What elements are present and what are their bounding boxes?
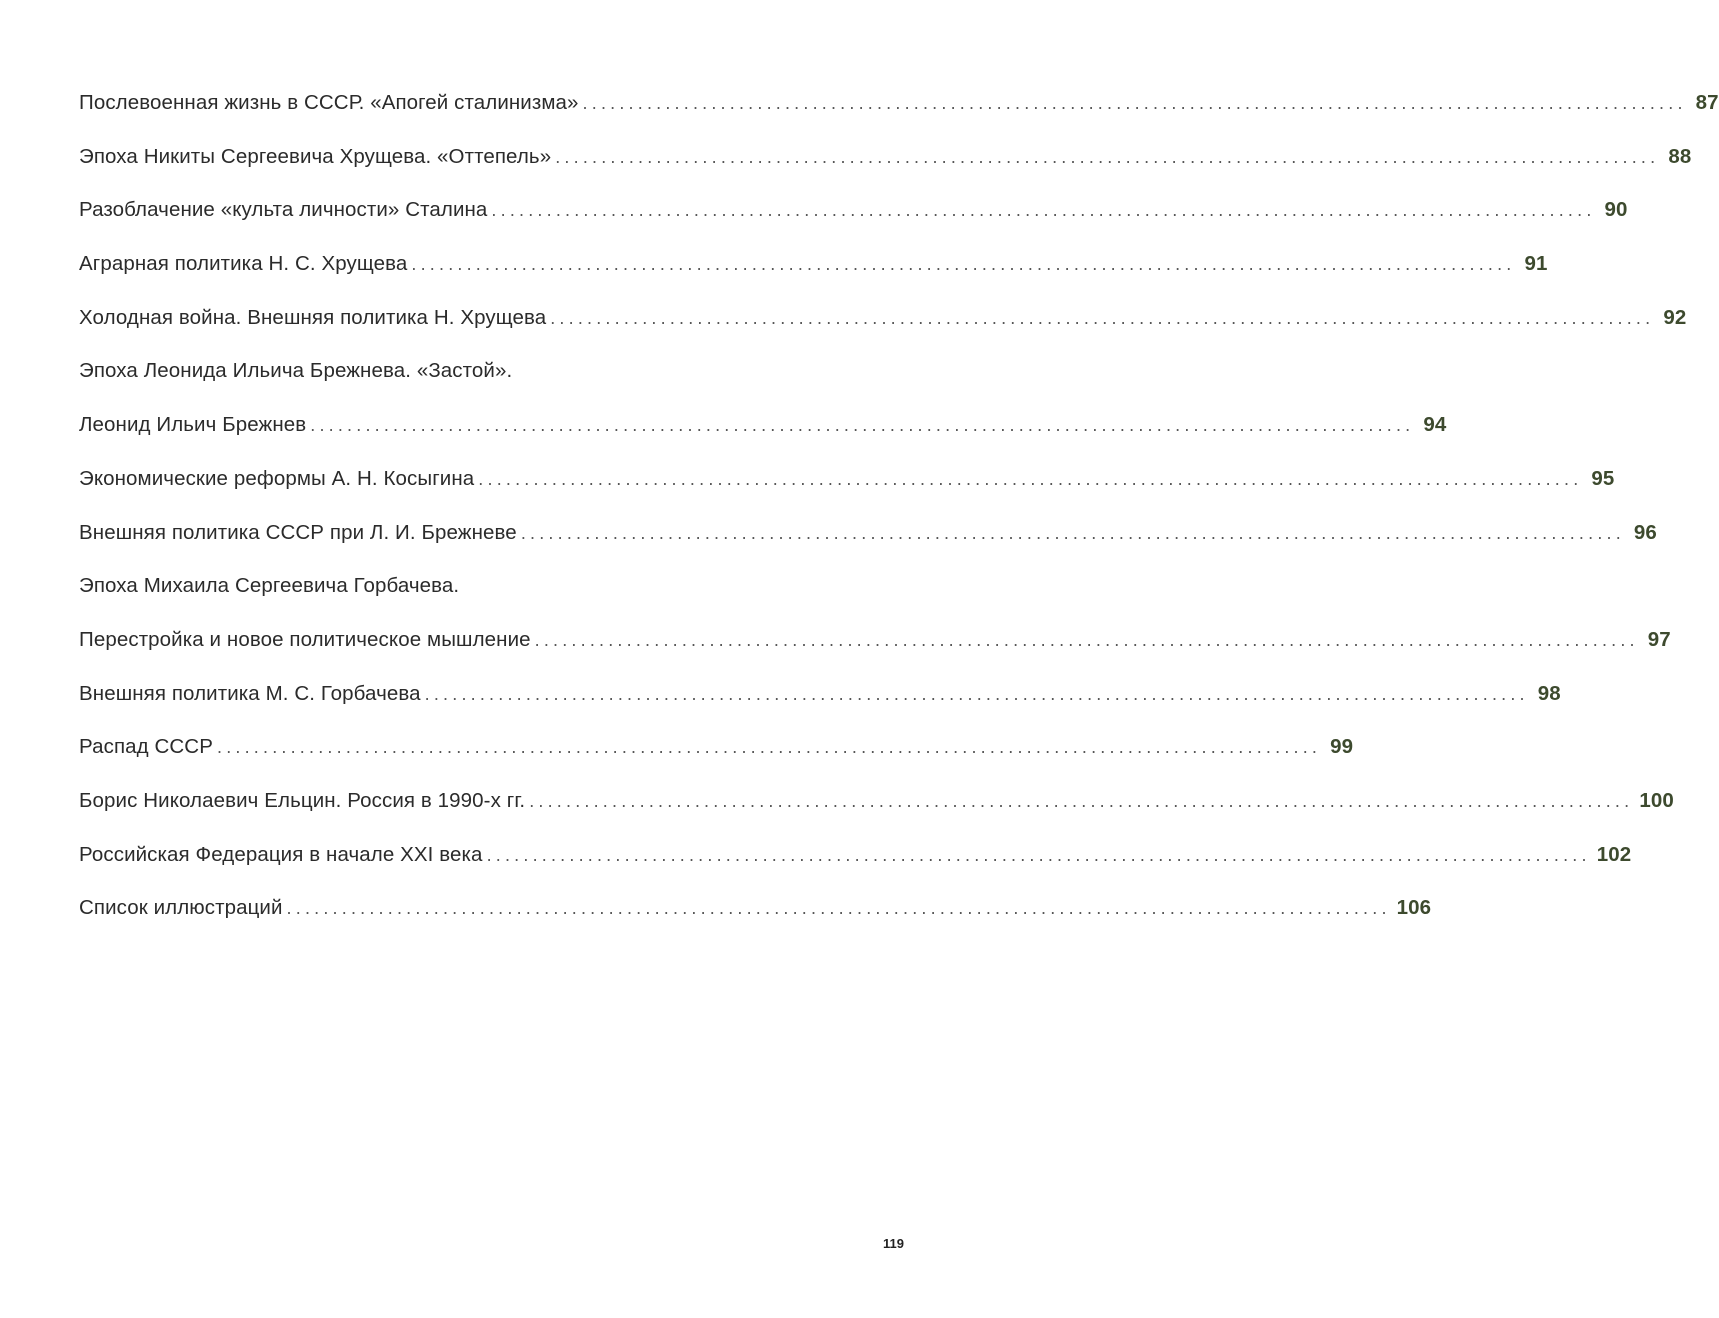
toc-entry[interactable] xyxy=(79,241,1548,295)
toc-entry-page: 99 xyxy=(1330,735,1354,759)
toc-entry[interactable] xyxy=(79,187,1628,241)
toc-entry-title: Эпоха Никиты Сергеевича Хрущева. «Оттепель» xyxy=(79,144,552,168)
toc-leader-dots: ........................................................................................................................ xyxy=(534,629,1639,650)
page-number: 119 xyxy=(883,1236,904,1251)
toc-entry-page: 94 xyxy=(1423,413,1447,437)
toc-entry-title: Послевоенная жизнь в СССР. «Апогей сталинизма» xyxy=(79,91,579,114)
toc-entry[interactable] xyxy=(79,402,1447,456)
table-of-contents xyxy=(79,80,1719,939)
toc-entry[interactable] xyxy=(79,724,1354,778)
toc-section-title: Эпоха Леонида Ильича Брежнева. «Застой». xyxy=(79,359,513,383)
toc-entry-title: Российская Федерация в начале XXI века xyxy=(79,842,483,866)
toc-leader-dots: ........................................................................................................................ xyxy=(310,415,1415,436)
toc-entry[interactable] xyxy=(79,885,1432,939)
toc-entry[interactable] xyxy=(79,778,1674,832)
toc-leader-dots: ........................................................................................................................ xyxy=(286,898,1391,919)
toc-entry-title: Распад СССР xyxy=(79,735,213,759)
toc-section-heading xyxy=(79,348,894,402)
toc-leader-dots: ........................................................................................................................ xyxy=(520,522,1625,543)
toc-entry-page: 96 xyxy=(1633,520,1657,544)
toc-entry-page: 90 xyxy=(1604,198,1628,222)
toc-entry-title: Холодная война. Внешняя политика Н. Хрущева xyxy=(79,305,547,329)
toc-entry-page: 88 xyxy=(1668,144,1692,168)
toc-entry-title: Аграрная политика Н. С. Хрущева xyxy=(79,252,408,276)
toc-leader-dots: ........................................................................................................................ xyxy=(217,737,1322,758)
toc-leader-dots: ........................................................................................................................ xyxy=(550,307,1655,328)
toc-section-heading xyxy=(79,563,894,617)
toc-entry-page: 102 xyxy=(1596,842,1632,866)
toc-leader-dots: ........................................................................................................................ xyxy=(486,844,1591,865)
toc-entry[interactable] xyxy=(79,80,1719,134)
toc-entry[interactable] xyxy=(79,295,1687,349)
toc-leader-dots: ........................................................................................................................ xyxy=(582,93,1687,113)
toc-entry[interactable] xyxy=(79,134,1692,188)
toc-leader-dots: ........................................................................................................................ xyxy=(529,790,1634,811)
toc-entry[interactable] xyxy=(79,510,1657,564)
toc-section-title: Эпоха Михаила Сергеевича Горбачева. xyxy=(79,574,460,598)
toc-entry[interactable] xyxy=(79,456,1615,510)
toc-entry-page: 87 xyxy=(1695,91,1719,114)
toc-entry-title: Внешняя политика СССР при Л. И. Брежневе xyxy=(79,520,517,544)
toc-entry[interactable] xyxy=(79,617,1671,671)
toc-entry-page: 91 xyxy=(1524,252,1548,276)
toc-leader-dots: ........................................................................................................................ xyxy=(424,683,1529,704)
toc-entry-title: Леонид Ильич Брежнев xyxy=(79,413,307,437)
toc-leader-dots: ........................................................................................................................ xyxy=(555,146,1660,167)
toc-entry-page: 95 xyxy=(1591,466,1615,490)
toc-entry-title: Разоблачение «культа личности» Сталина xyxy=(79,198,488,222)
toc-entry-page: 106 xyxy=(1396,896,1432,920)
toc-entry-title: Перестройка и новое политическое мышление xyxy=(79,627,531,651)
toc-entry-page: 97 xyxy=(1647,627,1671,651)
toc-leader-dots: ........................................................................................................................ xyxy=(478,468,1583,489)
toc-entry-title: Внешняя политика М. С. Горбачева xyxy=(79,681,421,705)
toc-entry-title: Борис Николаевич Ельцин. Россия в 1990-х гг. xyxy=(79,788,526,812)
toc-entry-page: 98 xyxy=(1537,681,1561,705)
toc-entry-page: 92 xyxy=(1663,305,1687,329)
toc-entry-page: 100 xyxy=(1639,788,1674,812)
toc-entry[interactable] xyxy=(79,832,1632,886)
toc-entry[interactable] xyxy=(79,671,1561,725)
toc-leader-dots: ........................................................................................................................ xyxy=(491,200,1596,221)
toc-entry-title: Экономические реформы А. Н. Косыгина xyxy=(79,466,475,490)
toc-leader-dots: ........................................................................................................................ xyxy=(411,254,1516,275)
toc-entry-title: Список иллюстраций xyxy=(79,896,283,920)
